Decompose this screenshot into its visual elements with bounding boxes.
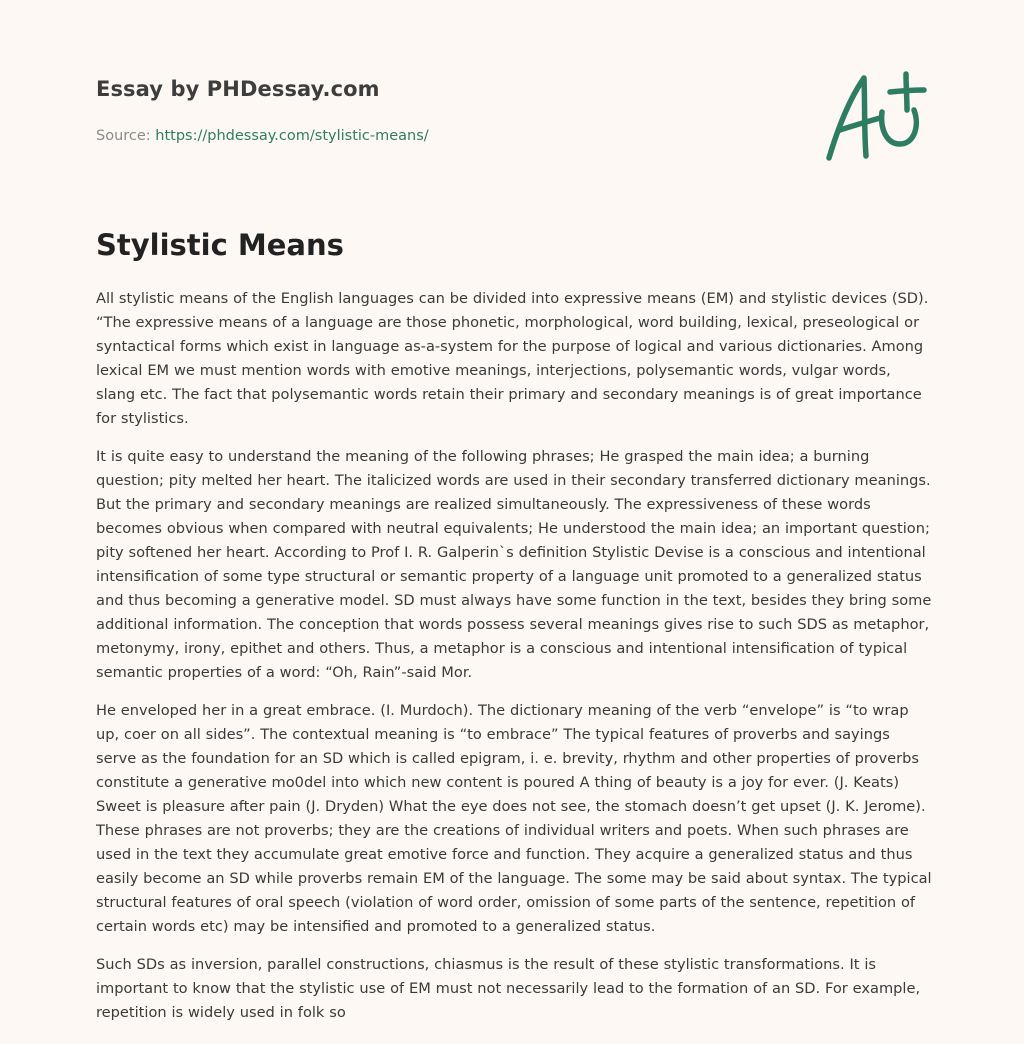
site-brand: Essay by PHDessay.com xyxy=(96,77,380,101)
essay-paragraph: All stylistic means of the English languages can be divided into expressive means (EM) and stylistic devices (SD). “The expressive means of a language are those phonetic, morphological, word building, lexical, preseological or syntactical forms which exist in language as-a-system for the purpose of logical and various dictionaries. Among lexical EM we must mention words with emotive meanings, interjections, polysemantic words, vulgar words, slang etc. The fact that polysemantic words retain their primary and secondary meanings is of great importance for stylistics. xyxy=(96,290,929,427)
essay-content xyxy=(96,225,932,1039)
essay-paragraph: He enveloped her in a great embrace. (I. Murdoch). The dictionary meaning of the verb “envelope” is “to wrap up, coer on all sides”. The contextual meaning is “to embrace” The typical features of proverbs and sayings serve as the foundation for an SD which is called epigram, i. e. brevity, rhythm and other properties of proverbs constitute a generative mo0del into which new content is poured A thing of beauty is a joy for ever. (J. Keats) Sweet is pleasure after pain (J. Dryden) What the eye does not see, the stomach doesn’t get upset (J. K. Jerome). These phrases are not proverbs; they are the creations of individual writers and poets. When such phrases are used in the text they accumulate great emotive force and function. They acquire a generalized status and thus easily become an SD while proverbs remain EM of the language. The some may be said about syntax. The typical structural features of oral speech (violation of word order, omission of some parts of the sentence, repetition of certain words etc) may be intensified and promoted to a generalized status. xyxy=(96,702,932,935)
source-label: Source: xyxy=(96,128,151,144)
essay-title: Stylistic Means xyxy=(96,228,344,262)
essay-paragraph: Such SDs as inversion, parallel constructions, chiasmus is the result of these stylistic transformations. It is important to know that the stylistic use of EM must not necessarily lead to the formation of an SD. For example, repetition is widely used in folk so xyxy=(96,956,921,1021)
essay-paragraph: It is quite easy to understand the meaning of the following phrases; He grasped the main idea; a burning question; pity melted her heart. The italicized words are used in their secondary transferred dictionary meanings. But the primary and secondary meanings are realized simultaneously. The expressiveness of these words becomes obvious when compared with neutral equivalents; He understood the main idea; an important question; pity softened her heart. According to Prof I. R. Galperin`s definition Stylistic Devise is a conscious and intentional intensification of some type structural or semantic property of a language unit promoted to a generalized status and thus becoming a generative model. SD must always have some function in the text, besides they bring some additional information. The conception that words possess several meanings gives rise to such SDS as metaphor, metonymy, irony, epithet and others. Thus, a metaphor is a conscious and intentional intensification of typical semantic properties of a word: “Oh, Rain”-said Mor. xyxy=(96,448,932,681)
page-header xyxy=(96,74,928,146)
source-link[interactable]: https://phdessay.com/stylistic-means/ xyxy=(155,128,429,144)
source-line xyxy=(96,126,928,146)
a-plus-logo-icon xyxy=(820,66,930,166)
